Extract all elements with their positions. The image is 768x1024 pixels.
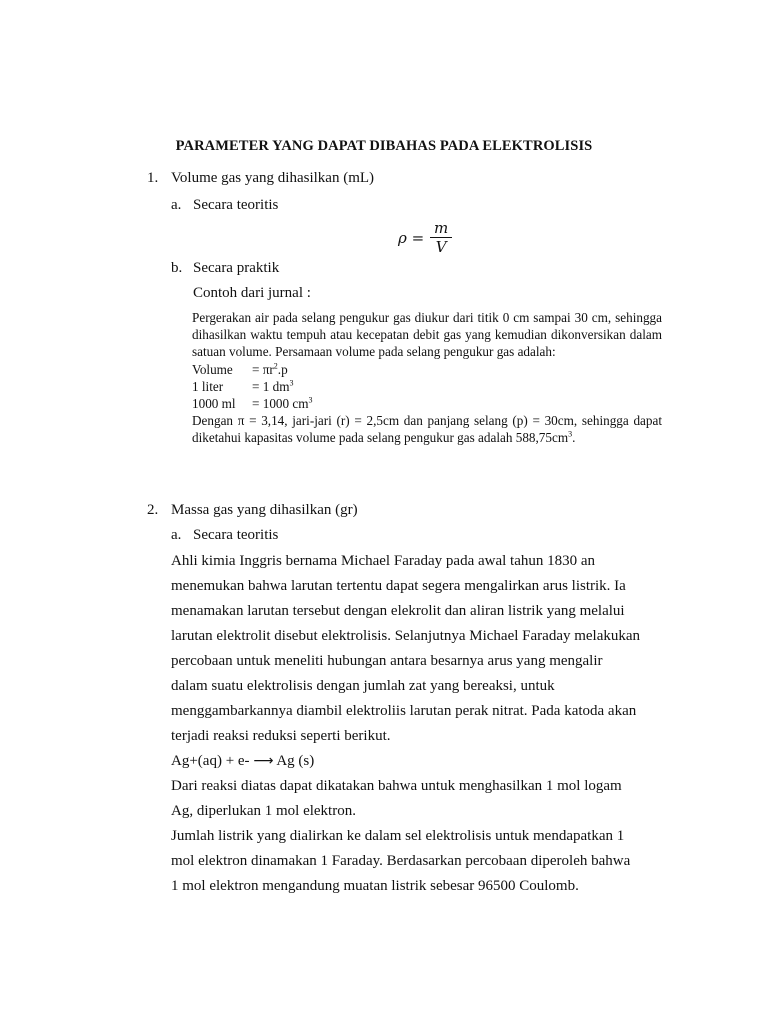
journal-quote (192, 309, 662, 447)
formula-denominator: V (435, 238, 447, 256)
faraday-body (171, 549, 641, 899)
density-formula (398, 219, 452, 256)
quote-row-liter: 1 liter = 1 $dm^3$ (192, 378, 294, 394)
item-2a-letter: a. (171, 527, 182, 543)
item-1a-letter: a. (171, 197, 182, 213)
page-title: PARAMETER YANG DAPAT DIBAHAS PADA ELEKTROLISIS (175, 138, 593, 154)
item-1-label: Volume gas yang dihasilkan (mL) (171, 170, 375, 186)
item-1b-text: Secara praktik (193, 260, 280, 276)
faraday-paragraph-3: Jumlah listrik yang dialirkan ke dalam sel elektrolisis untuk mendapatkan 1 mol elektron dinamakan 1 Faraday. Berdasarkan percobaan diperoleh bahwa 1 mol elektron mengandung muatan listrik sebesar 96500 Coulomb. (171, 828, 631, 894)
faraday-paragraph-1: Ahli kimia Inggris bernama Michael Faraday pada awal tahun 1830 an menemukan bahwa larutan tertentu dapat segera mengalirkan arus listrik. Ia menamakan larutan tersebut dengan elekrolit dan aliran listrik yang melalui larutan elektrolit disebut elektrolisis. Selanjutnya Michael Faraday melakukan percobaan untuk meneliti hubungan antara besarnya arus yang mengalir dalam suatu elektrolisis dengan jumlah zat yang bereaksi, untuk menggambarkannya diambil elektroliis larutan perak nitrat. Pada katoda akan terjadi reaksi reduksi seperti berikut. (171, 553, 641, 744)
quote-paragraph-1: Pergerakan air pada selang pengukur gas diukur dari titik 0 cm sampai 30 cm, sehingga dihasilkan waktu tempuh atau kecepatan debit gas yang kemudian dikonversikan dalam satuan volume. Persamaan volume pada selang pengukur gas adalah: (192, 310, 662, 360)
reaction-equation: Ag+(aq) + e- ⟶ Ag (s) (171, 753, 315, 769)
item-2-label: Massa gas yang dihasilkan (gr) (171, 502, 358, 518)
formula-lhs: ρ = (398, 228, 425, 247)
item-1-number: 1. (147, 170, 159, 186)
item-1a-text: Secara teoritis (193, 197, 279, 213)
quote-row-volume: Volume = $\pi r^2.p$ (192, 361, 288, 377)
item-2-number: 2. (147, 502, 159, 518)
formula-numerator: m (434, 219, 449, 237)
arrow-icon: ⟶ (253, 753, 274, 769)
item-2a-text: Secara teoritis (193, 527, 279, 543)
quote-row-ml: 1000 ml = 1000 $cm^3$ (192, 395, 313, 412)
item-1b-letter: b. (171, 260, 183, 276)
faraday-paragraph-2: Dari reaksi diatas dapat dikatakan bahwa untuk menghasilkan 1 mol logam Ag, diperlukan 1 mol elektron. (171, 778, 622, 819)
formula-fraction (430, 219, 452, 256)
quote-paragraph-2: Dengan π = 3,14, jari-jari (r) = 2,5cm dan panjang selang (p) = 30cm, sehingga dapat diketahui kapasitas volume pada selang pengukur gas adalah $588,75cm^3$. (192, 413, 662, 446)
journal-intro: Contoh dari jurnal : (193, 285, 311, 301)
